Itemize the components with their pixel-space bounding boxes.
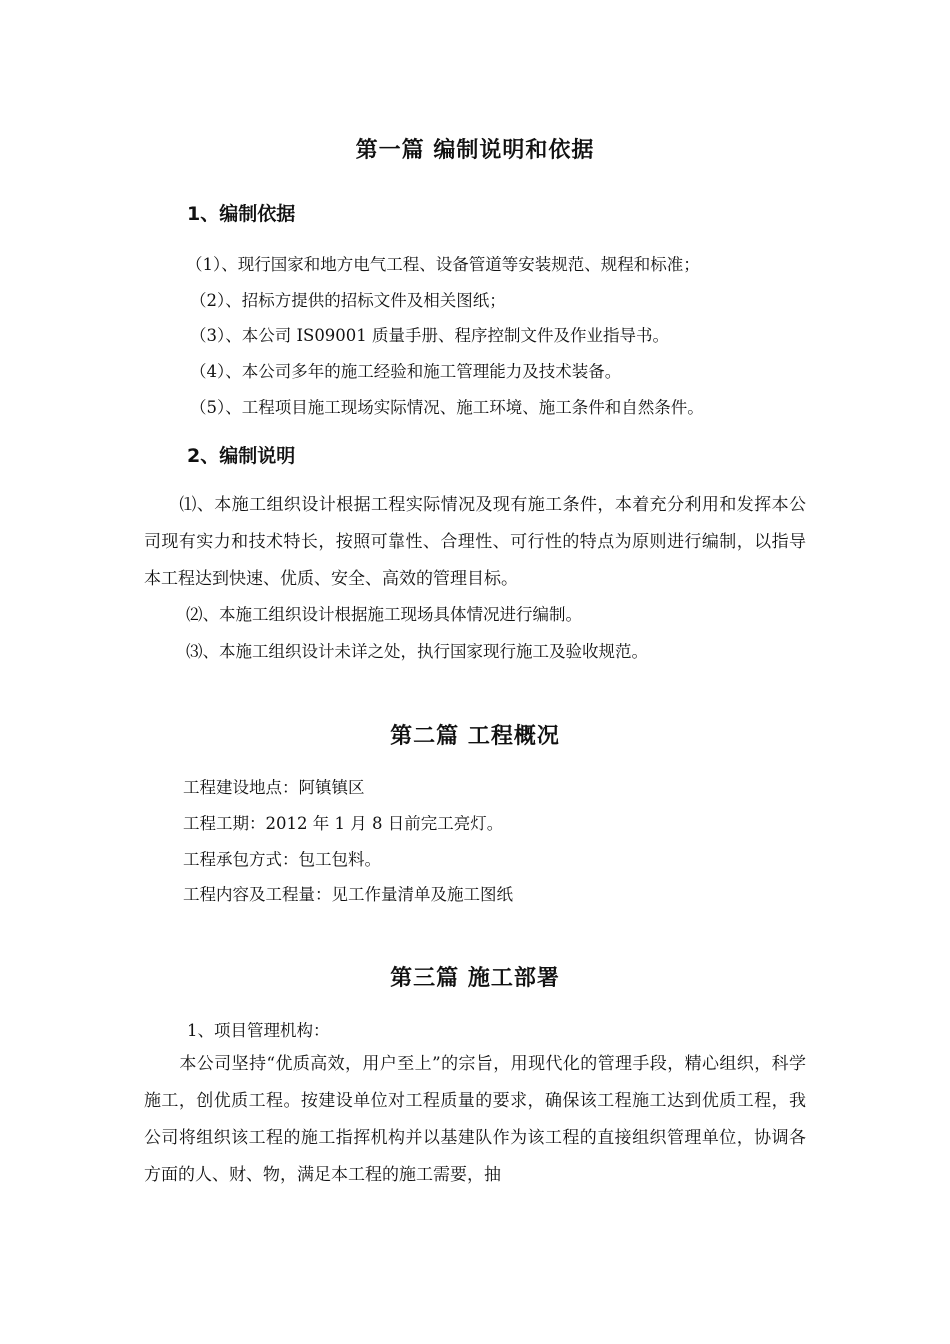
management-heading: 1、项目管理机构：: [187, 1021, 330, 1040]
notes-heading: 2、编制说明: [187, 445, 296, 467]
part3-title: 第三篇 施工部署: [390, 966, 560, 991]
basis-item-5: （5）、工程项目施工现场实际情况、施工环境、施工条件和自然条件。: [190, 398, 704, 417]
notes-paragraph-2: ⑵、本施工组织设计根据施工现场具体情况进行编制。: [186, 605, 582, 624]
overview-location: 工程建设地点：阿镇镇区: [183, 778, 365, 797]
basis-item-3: （3）、本公司 IS09001 质量手册、程序控制文件及作业指导书。: [190, 326, 670, 345]
basis-heading: 1、编制依据: [187, 203, 296, 225]
management-paragraph: 本公司坚持“优质高效，用户至上”的宗旨，用现代化的管理手段，精心组织，科学施工，创优质工程。按建设单位对工程质量的要求，确保该工程施工达到优质工程，我公司将组织该工程的施工指挥机构并以基建队作为该工程的直接组织管理单位，协调各方面的人、财、物，满足本工程的施工需要，抽: [144, 1054, 806, 1185]
overview-duration: 工程工期：2012 年 1 月 8 日前完工亮灯。: [183, 814, 504, 833]
part2-title: 第二篇 工程概况: [390, 724, 560, 749]
basis-item-1: （1）、现行国家和地方电气工程、设备管道等安装规范、规程和标准；: [186, 255, 700, 274]
basis-item-2: （2）、招标方提供的招标文件及相关图纸；: [190, 291, 506, 310]
basis-item-4: （4）、本公司多年的施工经验和施工管理能力及技术装备。: [190, 362, 622, 381]
part1-title: 第一篇 编制说明和依据: [355, 138, 595, 163]
overview-scope: 工程内容及工程量：见工作量清单及施工图纸: [183, 885, 513, 904]
notes-paragraph-3: ⑶、本施工组织设计未详之处，执行国家现行施工及验收规范。: [186, 642, 648, 661]
overview-contract-type: 工程承包方式：包工包料。: [183, 850, 381, 869]
notes-paragraph-1: ⑴、本施工组织设计根据工程实际情况及现有施工条件，本着充分利用和发挥本公司现有实力和技术特长，按照可靠性、合理性、可行性的特点为原则进行编制，以指导本工程达到快速、优质、安全、高效的管理目标。: [144, 495, 806, 589]
